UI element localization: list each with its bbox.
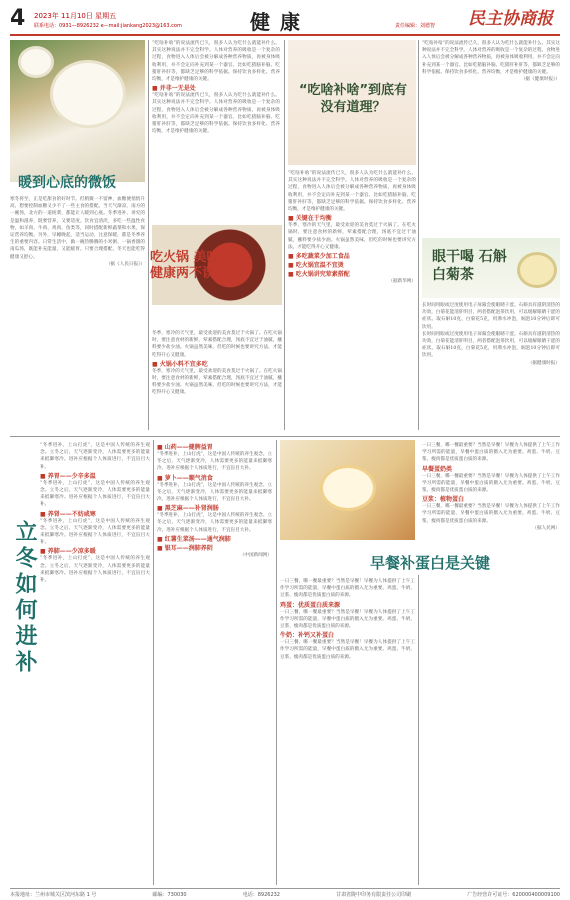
wa-text-e: “冬季进补，上山打虎”，这是中国人传统的养生观念。立冬之后，天气逐渐变冷，人体需要更多的能量来抵御寒冷。进补应根据个人体质进行，不宜盲目大补。 [157,452,272,472]
bf-text-f: 一日三餐，哪一餐最重要？当然是早餐！早餐为人体提供了上午工作学习所需的能量，早餐中蛋白质的摄入尤为重要。鸡蛋、牛奶、豆浆、瘦肉都是优质蛋白质的来源。 [422,504,560,524]
section-divider [10,436,560,437]
hotpot-sub4: ■ 吃火锅讲究荤素搭配 [288,271,350,279]
eyes-text-b: 长时间用眼或过度使用电子屏幕会使眼睛干涩。石斛具有滋阴清热的功效，白菊花能清肝明目，两者搭配泡茶饮用，可以缓解眼睛干涩的症状。取石斛10克、白菊花5克，用沸水冲泡，焖泡10分钟后即可饮用。 [422,331,560,359]
bf-text-b: 一日三餐，哪一餐最重要？当然是早餐！早餐为人体提供了上午工作学习所需的能量，早餐中蛋白质的摄入尤为重要。鸡蛋、牛奶、豆浆、瘦肉都是优质蛋白质的来源。 [280,609,415,630]
bf-sub1: 鸡蛋：优质蛋白质来源 [280,601,341,609]
small-bowl-image [18,46,54,78]
bf-text-e: 一日三餐，哪一餐最重要？当然是早餐！早餐为人体提供了上午工作学习所需的能量，早餐中蛋白质的摄入尤为重要。鸡蛋、牛奶、豆浆、瘦肉都是优质蛋白质的来源。 [422,473,560,494]
wa-sub3: ■ 养肺——少凉多暖 [40,548,96,556]
what-to-eat-text-d: 冬季，寒冷的天气里，最受欢迎的美食莫过于火锅了。在吃火锅时，要注意食材的新鲜，荤素搭配合理，汤底不宜过于油腻，蘸料要少盐少油。火锅虽然美味，但吃的时候也要讲究方法，才能吃得开心又健康。 [288,223,416,250]
what-to-eat-text-a: “吃啥补啥”的说法流传已久，很多人认为吃什么就能补什么。其实这种说法并不完全科学。人体对营养的吸收是一个复杂的过程，食物进入人体后会被分解成各种营养物质，再被身体吸收利用，并不会定向补充到某一个器官。比如吃猪脑补脑、吃猪肝补肝等，都缺乏足够的科学依据。保持饮食多样化、营养均衡，才是维护健康的关键。 [152,41,280,83]
wa-sub5: ■ 萝卜——顺气消食 [157,474,213,482]
breakfast-body-a [280,578,415,883]
footer-zip: 邮编：730030 [152,892,187,898]
wa-text-a: “冬季进补，上山打虎”，这是中国人传统的养生观念。立冬之后，天气逐渐变冷，人体需要更多的能量来抵御寒冷。进补应根据个人体质进行，不宜盲目大补。 [40,443,150,470]
winter-author: （据《人民日报》） [105,261,145,267]
hotpot-body [152,330,282,430]
winter-advance-title: 立冬如何进补 [12,520,38,676]
winter-title: 暖到心底的微饭 [18,175,116,191]
bf-text-a: 一日三餐，哪一餐最重要？当然是早餐！早餐为人体提供了上午工作学习所需的能量，早餐中蛋白质的摄入尤为重要。鸡蛋、牛奶、豆浆、瘦肉都是优质蛋白质的来源。 [280,579,415,599]
winter-body [10,196,145,436]
right-column-text [422,40,560,235]
newspaper-logo: 民主协商报 [468,9,553,29]
tea-cup-image [517,252,557,288]
hotpot-text: 冬季，寒冷的天气里，最受欢迎的美食莫过于火锅了。在吃火锅时，要注意食材的新鲜，荤素搭配合理，汤底不宜过于油腻，蘸料要少盐少油。火锅虽然美味，但吃的时候也要讲究方法，才能吃得开心又健康。 [152,331,282,358]
page-footer [10,888,560,898]
eyes-photo [422,238,560,298]
hotpot-author: （据新华网） [388,279,416,285]
column-divider [418,40,419,430]
section-title: 健康 [250,10,310,34]
breakfast-title: 早餐补蛋白是关键 [370,554,491,572]
what-to-eat-author: （据《健康时报》） [520,77,560,83]
hotpot-sub1: ■ 火锅小料不宜多吃 [152,360,208,368]
wa-text-f: “冬季进补，上山打虎”，这是中国人传统的养生观念。立冬之后，天气逐渐变冷，人体需要更多的能量来抵御寒冷。进补应根据个人体质进行，不宜盲目大补。 [157,482,272,503]
hotpot-sub2: ■ 多吃蔬菜少加工食品 [288,253,350,261]
hotpot-sub3: ■ 吃火锅宜温不宜烫 [288,262,344,270]
footer-ads: 广告经营许可证号：620000400009100 [467,892,560,898]
eyes-text: 长时间用眼或过度使用电子屏幕会使眼睛干涩。石斛具有滋阴清热的功效，白菊花能清肝明目，两者搭配泡茶饮用，可以缓解眼睛干涩的症状。取石斛10克、白菊花5克，用沸水冲泡，焖泡10分钟后即可饮用。 [422,303,560,330]
what-to-eat-text-c: “吃啥补啥”的说法流传已久，很多人认为吃什么就能补什么。其实这种说法并不完全科学。人体对营养的吸收是一个复杂的过程，食物进入人体后会被分解成各种营养物质，再被身体吸收利用，并不会定向补充到某一个器官。比如吃猪脑补脑、吃猪肝补肝等，都缺乏足够的科学依据。保持饮食多样化、营养均衡，才是维护健康的关键。 [288,171,416,213]
bf-sub3: 早餐蛋奶类 [422,465,453,473]
wa-sub8: ■ 银耳——润肺养阴 [157,544,213,552]
bf-author: （据人民网） [532,525,560,531]
footer-phone: 电话：8926232 [242,892,280,898]
wa-sub4: ■ 山药——健脾益胃 [157,444,213,451]
wa-sub7: ■ 红薯生菜汤——通气润肺 [157,535,231,543]
bf-text-c: 一日三餐，哪一餐最重要？当然是早餐！早餐为人体提供了上午工作学习所需的能量，早餐中蛋白质的摄入尤为重要。鸡蛋、牛奶、豆浆、瘦肉都是优质蛋白质的来源。 [280,640,415,660]
column-divider [276,440,277,885]
column-divider [148,40,149,430]
hotpot-text-b: 冬季，寒冷的天气里，最受欢迎的美食莫过于火锅了。在吃火锅时，要注意食材的新鲜，荤素搭配合理，汤底不宜过于油腻，蘸料要少盐少油。火锅虽然美味，但吃的时候也要讲究方法，才能吃得开心又健康。 [152,368,282,396]
bowl-image [50,60,126,128]
wa-sub2: ■ 养肾——不妨咸寒 [40,510,96,518]
breakfast-photo [280,440,415,540]
bf-sub4: 豆浆：植物蛋白 [422,496,465,504]
page-number: 4 [10,6,26,31]
wa-sub1: ■ 养胃——少辛多温 [40,472,96,480]
wa-text-d: “冬季进补，上山打虎”，这是中国人传统的养生观念。立冬之后，天气逐渐变冷，人体需要更多的能量来抵御寒冷。进补应根据个人体质进行，不宜盲目大补。 [40,556,150,584]
what-to-eat-banner [288,40,416,165]
egg-image [320,465,376,511]
what-to-eat-body [288,170,416,430]
contact-info: 联系电话：0931—8926232 e—mail:jiankang2023@163.com [34,23,182,29]
winter-advance-body-a [40,442,150,882]
what-to-eat-title: “吃啥补啥”到底有没有道理？ [298,83,408,115]
breakfast-body-b [422,442,560,882]
hotpot-title: 吃火锅 美味健康两不误 [150,250,220,281]
footer-address: 本报地址：兰州市城关区滨河东路 1 号 [10,892,97,898]
winter-advance-body-b [157,442,272,882]
editor-line: 责任编辑：刘德智 [395,23,436,29]
eyes-author: （据健康时报） [527,360,560,366]
wa-text-b: “冬季进补，上山打虎”，这是中国人传统的养生观念。立冬之后，天气逐渐变冷，人体需要更多的能量来抵御寒冷。进补应根据个人体质进行，不宜盲目大补。 [40,480,150,508]
wa-author: （中国新闻网） [239,552,272,558]
bf-text-d: 一日三餐，哪一餐最重要？当然是早餐！早餐为人体提供了上午工作学习所需的能量，早餐中蛋白质的摄入尤为重要。鸡蛋、牛奶、豆浆、瘦肉都是优质蛋白质的来源。 [422,443,560,463]
header-rule [10,34,560,36]
what-to-eat-sub2: ■ 关键在于均衡 [288,215,332,223]
column-divider [418,575,419,885]
winter-advance-banner [10,520,36,720]
winter-text: 寒冬将至，正是吃甜食的好时节。但稍微一不留神，血糖便悄悄升高，想要控制血糖又少不了一些主食的搭配。当天气渐凉，南方的一碗汤，北方的一道炖菜，都能让人暖到心底。冬季进补，讲究的是温和滋养，既要营养，又要适度。饮食宜清淡，多吃一些温性食物，如羊肉、牛肉、鸡肉、鱼类等，同时搭配新鲜蔬菜和水果，保证营养均衡。另外，早睡晚起，适当运动，注意保暖，都是冬季养生的重要内容。日常生活中，做一碗热腾腾的小米粥、一锅香甜的南瓜汤，既能补充能量，又能暖胃。只要合理搭配，冬天也能吃得健康又舒心。 [10,197,145,260]
eyes-body [422,302,560,430]
issue-date: 2023年 11月10日 星期五 [34,12,117,20]
what-to-eat-text-b: “吃啥补啥”的说法流传已久，很多人认为吃什么就能补什么。其实这种说法并不完全科学。人体对营养的吸收是一个复杂的过程，食物进入人体后会被分解成各种营养物质，再被身体吸收利用，并不会定向补充到某一个器官。比如吃猪脑补脑、吃猪肝补肝等，都缺乏足够的科学依据。保持饮食多样化、营养均衡，才是维护健康的关键。 [152,93,280,135]
right-text-a: “吃啥补啥”的说法流传已久，很多人认为吃什么就能补什么。其实这种说法并不完全科学。人体对营养的吸收是一个复杂的过程，食物进入人体后会被分解成各种营养物质，再被身体吸收利用，并不会定向补充到某一个器官。比如吃猪脑补脑、吃猪肝补肝等，都缺乏足够的科学依据。保持饮食多样化、营养均衡，才是维护健康的关键。 [422,41,560,75]
bf-sub2: 牛奶：补钙又补蛋白 [280,632,335,640]
winter-photo [10,40,145,182]
wa-sub6: ■ 黑芝麻——补肾润肠 [157,505,219,513]
footer-printer: 甘肃省陇中印务有限责任公司印刷 [336,892,412,898]
column-divider [284,40,285,430]
column-divider [153,440,154,885]
wa-text-g: “冬季进补，上山打虎”，这是中国人传统的养生观念。立冬之后，天气逐渐变冷，人体需要更多的能量来抵御寒冷。进补应根据个人体质进行，不宜盲目大补。 [157,513,272,533]
what-to-eat-sub1: ■ 并非一无是处 [152,85,196,93]
wa-text-c: “冬季进补，上山打虎”，这是中国人传统的养生观念。立冬之后，天气逐渐变冷，人体需要更多的能量来抵御寒冷。进补应根据个人体质进行，不宜盲目大补。 [40,518,150,546]
eyes-title: 眼干喝 石斛白菊茶 [432,249,507,283]
